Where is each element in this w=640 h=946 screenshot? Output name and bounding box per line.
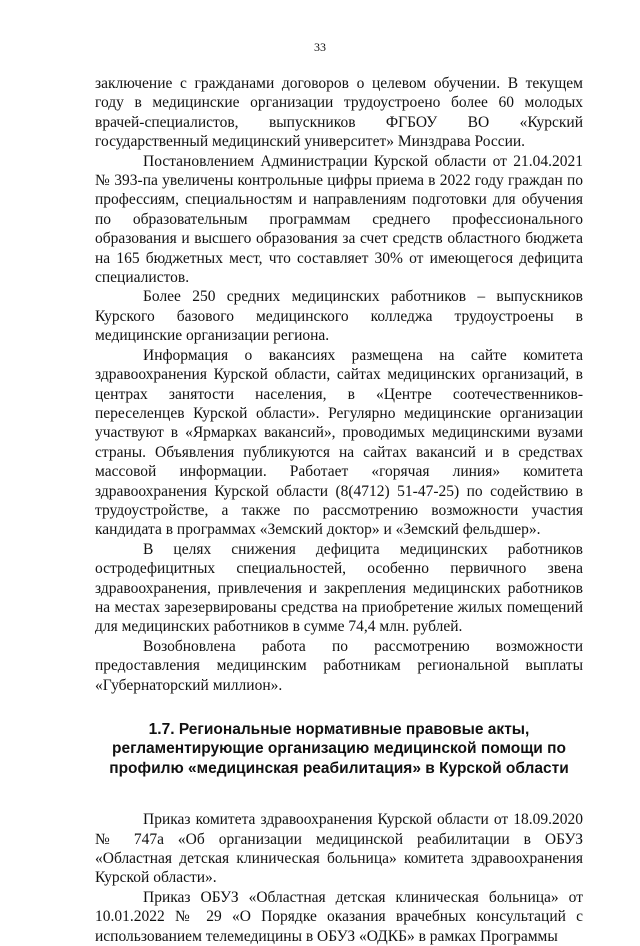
paragraph-4: Информация о вакансиях размещена на сайте комитета здравоохранения Курской области, сайтах медицинских организаций, в центрах занятости населения, в «Центре соотечественников-переселенцев Курской области». Регулярно медицинские организации участвуют в «Ярмарках вакансий», проводимых медицинскими вузами страны. Объявления публикуются на сайтах вакансий и в средствах массовой информации. Работает «горячая линия» комитета здравоохранения Курской области (8(4712) 51-47-25) по содействию в трудоустройстве, а также по рассмотрению возможности участия кандидата в программах «Земский доктор» и «Земский фельдшер». [95, 346, 583, 539]
paragraph-2: Постановлением Администрации Курской области от 21.04.2021 № 393-па увеличены контрольные цифры приема в 2022 году граждан по профессиям, специальностям и направлениям подготовки для обучения по образовательным программам среднего профессионального образования и высшего образования за счет средств областного бюджета на 165 бюджетных мест, что составляет 30% от имеющегося дефицита специалистов. [95, 152, 583, 287]
paragraph-1: заключение с гражданами договоров о целевом обучении. В текущем году в медицинские организации трудоустроено более 60 молодых врачей-специалистов, выпускников ФГБОУ ВО «Курский государственный медицинский университет» Минздрава России. [95, 75, 583, 151]
document-body [95, 74, 583, 946]
paragraph-7: Приказ комитета здравоохранения Курской области от 18.09.2020 № 747а «Об организации медицинской реабилитации в ОБУЗ «Областная детская клиническая больница» комитета здравоохранения Курской области». [95, 811, 583, 887]
paragraph-8: Приказ ОБУЗ «Областная детская клиническая больница» от 10.01.2022 № 29 «О Порядке оказания врачебных консультаций с использованием телемедицины в ОБУЗ «ОДКБ» в рамках Программы [95, 888, 583, 945]
paragraph-6: Возобновлена работа по рассмотрению возможности предоставления медицинским работникам региональной выплаты «Губернаторский миллион». [95, 637, 583, 694]
paragraph-3: Более 250 средних медицинских работников – выпускников Курского базового медицинского колледжа трудоустроены в медицинские организации региона. [95, 288, 583, 345]
paragraph-5: В целях снижения дефицита медицинских работников остродефицитных специальностей, особенно первичного звена здравоохранения, привлечения и закрепления медицинских работников на местах зарезервированы средства на приобретение жилых помещений для медицинских работников в сумме 74,4 млн. рублей. [95, 540, 583, 636]
section-heading: 1.7. Региональные нормативные правовые акты, регламентирующие организацию медицинской помощи по профилю «медицинская реабилитация» в Курской области [109, 721, 569, 777]
page-number: 33 [314, 40, 326, 54]
